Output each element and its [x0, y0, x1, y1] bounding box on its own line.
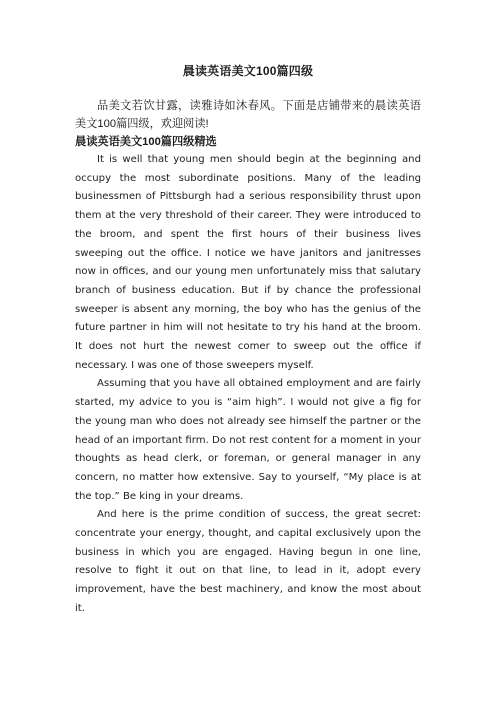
- body-paragraph-2: Assuming that you have all obtained employment and are fairly started, my advice to you is “aim high”. I would not give a fig for the young man who does not already see himself the partner or the head of an important firm. Do not rest content for a moment in your thoughts as head clerk, or foreman, or general manager in any concern, no matter how extensive. Say to yourself, “My place is at the top.” Be king in your dreams.: [75, 378, 421, 502]
- body-paragraph-1: It is well that young men should begin at the beginning and occupy the most subordinate positions. Many of the leading businessmen of Pittsburgh had a serious responsibility thrust upon them at the very threshold of their career. They were introduced to the broom, and spent the first hours of their business lives sweeping out the office. I notice we have janitors and janitresses now in offices, and our young men unfortunately miss that salutary branch of business education. But if by chance the professional sweeper is absent any morning, the boy who has the genius of the future partner in him will not hesitate to try his hand at the broom. It does not hurt the newest comer to sweep out the office if necessary. I was one of those sweepers myself.: [75, 154, 421, 371]
- body-paragraph-3: And here is the prime condition of success, the great secret: concentrate your energy, thought, and capital exclusively upon the business in which you are engaged. Having begun in one line, resolve to fight it out on that line, to lead in it, adopt every improvement, have the best machinery, and know the most about it.: [75, 509, 421, 614]
- document-title: 晨读英语美文100篇四级: [182, 64, 314, 78]
- intro-paragraph: 品美文若饮甘露，读雅诗如沐春风。下面是店铺带来的晨读英语美文100篇四级，欢迎阅读!: [75, 100, 421, 130]
- section-heading: 晨读英语美文100篇四级精选: [75, 136, 217, 148]
